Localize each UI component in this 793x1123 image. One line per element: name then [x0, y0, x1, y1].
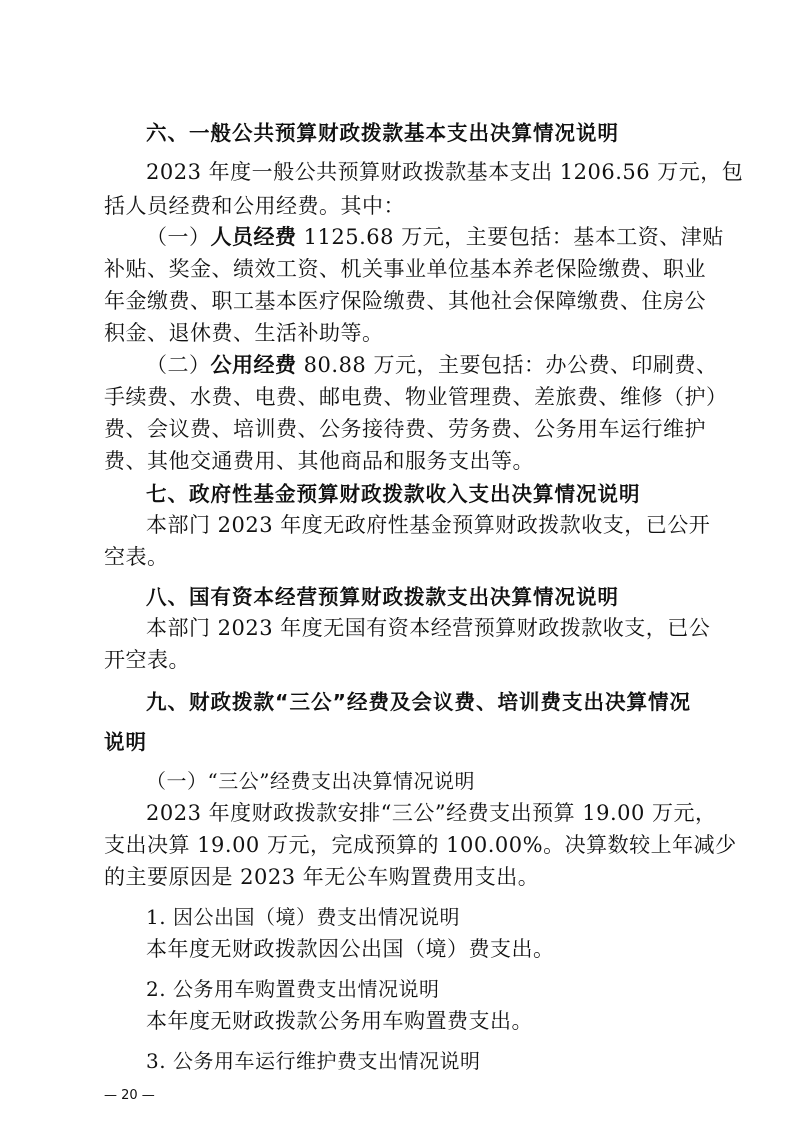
section-6-para: 括人员经费和公用经费。其中： — [104, 194, 405, 218]
section-8-heading: 八、国有资本经营预算财政拨款支出决算情况说明 — [146, 585, 619, 609]
section-6-item-1-line: 补贴、奖金、绩效工资、机关事业单位基本养老保险缴费、职业 — [104, 257, 706, 281]
section-9-item-3-title: 3. 公务用车运行维护费支出情况说明 — [146, 1049, 481, 1073]
section-9-item-1-title: 1. 因公出国（境）费支出情况说明 — [146, 905, 460, 929]
item-1-term: 人员经费 — [210, 225, 297, 249]
section-6-item-2-line: 费、其他交通费用、其他商品和服务支出等。 — [104, 449, 534, 473]
section-9-item-1-text: 本年度无财政拨款因公出国（境）费支出。 — [146, 937, 555, 961]
section-6-item-2-line: 手续费、水费、电费、邮电费、物业管理费、差旅费、维修（护） — [104, 385, 728, 409]
item-2-term: 公用经费 — [210, 353, 297, 377]
section-9-para: 2023 年度财政拨款安排“三公”经费支出预算 19.00 万元， — [146, 801, 717, 825]
section-6-item-1 — [146, 221, 724, 251]
section-7-para: 空表。 — [104, 545, 169, 569]
section-7-para: 本部门 2023 年度无政府性基金预算财政拨款收支，已公开 — [146, 513, 711, 537]
item-1-rest: 1125.68 万元，主要包括：基本工资、津贴 — [296, 225, 724, 249]
section-6-item-2 — [146, 349, 717, 379]
section-9-sub-heading: （一）“三公”经费支出决算情况说明 — [146, 769, 475, 793]
item-2-prefix: （二） — [146, 353, 211, 377]
section-9-item-2-title: 2. 公务用车购置费支出情况说明 — [146, 977, 440, 1001]
section-6-item-2-line: 费、会议费、培训费、公务接待费、劳务费、公务用车运行维护 — [104, 417, 706, 441]
section-7-heading: 七、政府性基金预算财政拨款收入支出决算情况说明 — [146, 482, 641, 506]
section-6-item-1-line: 年金缴费、职工基本医疗保险缴费、其他社会保障缴费、住房公 — [104, 289, 706, 313]
item-2-rest: 80.88 万元，主要包括：办公费、印刷费、 — [296, 353, 718, 377]
section-9-item-2-text: 本年度无财政拨款公务用车购置费支出。 — [146, 1009, 533, 1033]
section-8-para: 开空表。 — [104, 648, 190, 672]
section-9-heading: 九、财政拨款“三公”经费及会议费、培训费支出决算情况 — [146, 690, 691, 714]
section-9-heading: 说明 — [104, 730, 147, 754]
section-6-item-1-line: 积金、退休费、生活补助等。 — [104, 321, 384, 345]
section-6-para: 2023 年度一般公共预算财政拨款基本支出 1206.56 万元，包 — [146, 160, 744, 184]
section-9-para: 支出决算 19.00 万元，完成预算的 100.00%。决算数较上年减少 — [104, 833, 737, 857]
section-8-para: 本部门 2023 年度无国有资本经营预算财政拨款收支，已公 — [146, 616, 711, 640]
section-6-heading: 六、一般公共预算财政拨款基本支出决算情况说明 — [146, 121, 619, 145]
section-9-para: 的主要原因是 2023 年无公车购置费用支出。 — [104, 865, 540, 889]
item-1-prefix: （一） — [146, 225, 211, 249]
page-number: — 20 — — [104, 1088, 155, 1103]
